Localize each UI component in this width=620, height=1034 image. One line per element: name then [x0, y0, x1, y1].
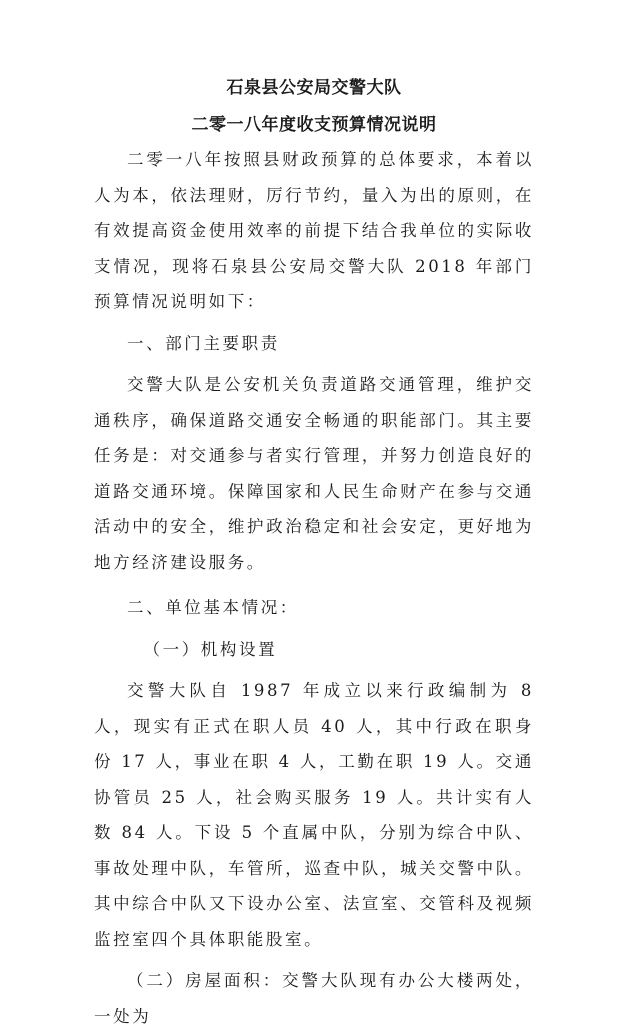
- section1-heading: 一、部门主要职责: [127, 333, 280, 353]
- document-page: [94, 78, 534, 1034]
- intro-paragraph: 二零一八年按照县财政预算的总体要求，本着以人为本，依法理财，厉行节约，量入为出的原则，在有效提高资金使用效率的前提下结合我单位的实际收支情况，现将石泉县公安局交警大队 2018 年部门预算情况说明如下：: [94, 150, 534, 311]
- section2-sub1-heading: （一）机构设置: [143, 639, 278, 659]
- section2-sub1-body: 交警大队自 1987 年成立以来行政编制为 8 人，现实有正式在职人员 40 人，其中行政在职身份 17 人，事业在职 4 人，工勤在职 19 人。交通协管员 25 人，社会购买服务 19 人。共计实有人数 84 人。下设 5 个直属中队，分别为综合中队、事故处理中队，车管所，巡查中队，城关交警中队。其中综合中队又下设办公室、法宣室、交管科及视频监控室四个具体职能股室。: [94, 681, 534, 949]
- document-title-line2: 二零一八年度收支预算情况说明: [191, 115, 437, 135]
- section1-body: 交警大队是公安机关负责道路交通管理，维护交通秩序，确保道路交通安全畅通的职能部门。其主要任务是：对交通参与者实行管理，并努力创造良好的道路交通环境。保障国家和人民生命财产在参与交通活动中的安全，维护政治稳定和社会安定，更好地为地方经济建设服务。: [94, 375, 534, 572]
- section2-heading: 二、单位基本情况：: [127, 598, 299, 617]
- document-title-line1: 石泉县公安局交警大队: [226, 78, 402, 98]
- section2-sub2-body: （二）房屋面积：交警大队现有办公大楼两处，一处为: [94, 971, 534, 1026]
